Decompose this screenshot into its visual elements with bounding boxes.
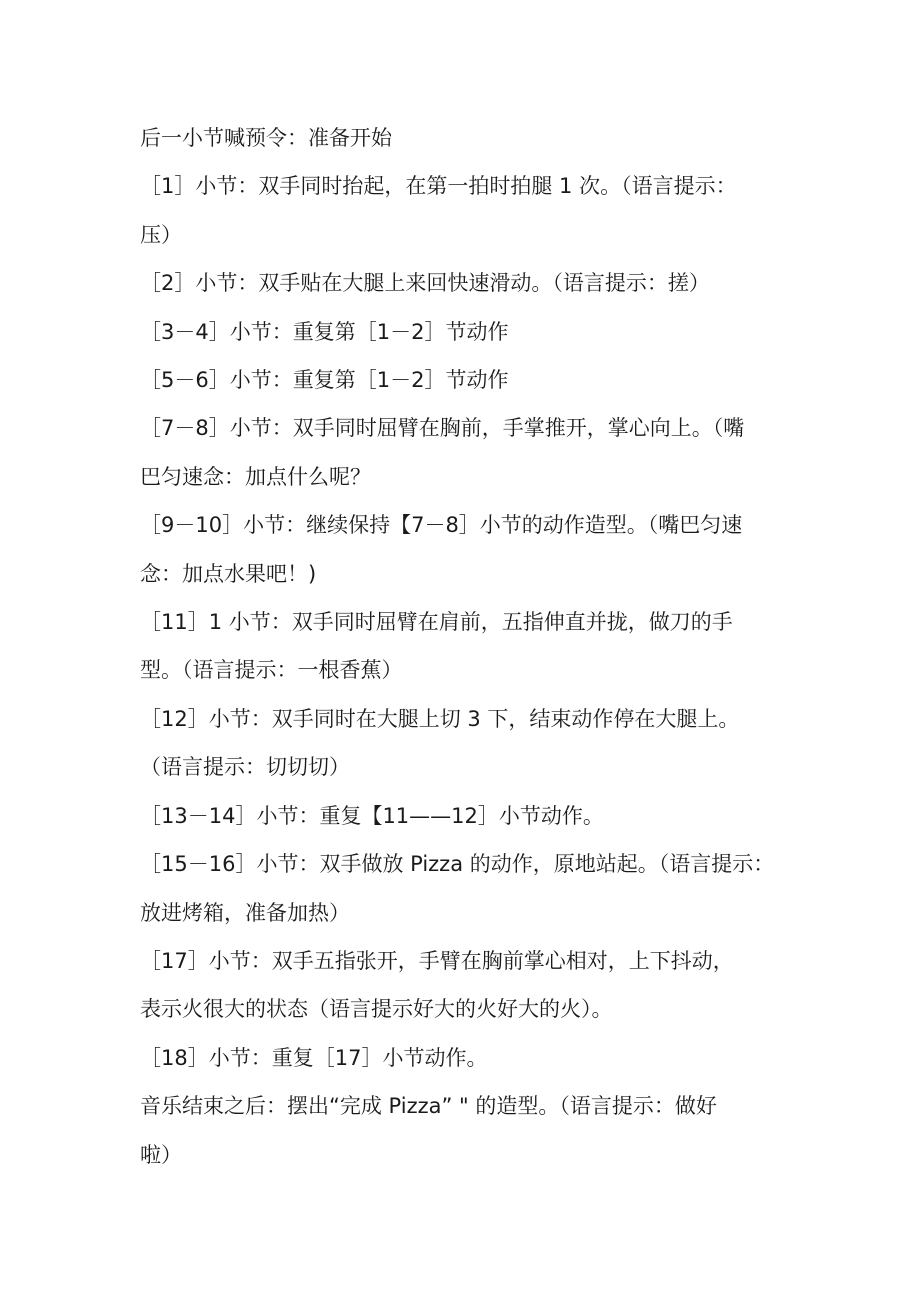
text-line: ［1］小节：双手同时抬起，在第一拍时拍腿 1 次。（语言提示： <box>140 174 737 199</box>
text-line: ［12］小节：双手同时在大腿上切 3 下，结束动作停在大腿上。 <box>140 706 740 731</box>
text-line: 念：加点水果吧！) <box>140 561 317 586</box>
text-line: 型。（语言提示：一根香蕉） <box>140 658 403 683</box>
text-line: 表示火很大的状态（语言提示好大的火好大的火）。 <box>140 997 613 1022</box>
text-line: 巴匀速念：加点什么呢？ <box>140 464 371 489</box>
text-line: ［7－8］小节：双手同时屈臂在胸前，手掌推开，掌心向上。（嘴 <box>140 416 745 441</box>
text-line: 啦） <box>140 1142 182 1167</box>
text-line: ［18］小节：重复［17］小节动作。 <box>140 1045 488 1070</box>
text-line: ［9－10］小节：继续保持【7－8］小节的动作造型。（嘴巴匀速 <box>140 513 743 538</box>
text-line: ［17］小节：双手五指张开，手臂在胸前掌心相对，上下抖动， <box>140 948 734 973</box>
text-line: 压） <box>140 222 182 247</box>
document-body <box>140 114 786 1179</box>
text-line: ［2］小节：双手贴在大腿上来回快速滑动。（语言提示：搓） <box>140 271 710 296</box>
text-line: ［3－4］小节：重复第［1－2］节动作 <box>140 319 509 344</box>
text-line: 后一小节喊预令：准备开始 <box>140 126 392 150</box>
text-line: ［11］1 小节：双手同时屈臂在肩前，五指伸直并拢，做刀的手 <box>140 610 733 635</box>
text-line: ［5－6］小节：重复第［1－2］节动作 <box>140 368 509 393</box>
text-line: （语言提示：切切切） <box>140 755 350 780</box>
text-line: 放进烤箱，准备加热） <box>140 900 350 925</box>
text-line: ［13－14］小节：重复【11——12］小节动作。 <box>140 803 604 828</box>
text-line: 音乐结束之后：摆出“完成 Pizza” " 的造型。（语言提示：做好 <box>140 1094 717 1119</box>
text-line: ［15－16］小节：双手做放 Pizza 的动作，原地站起。（语言提示： <box>140 852 775 877</box>
